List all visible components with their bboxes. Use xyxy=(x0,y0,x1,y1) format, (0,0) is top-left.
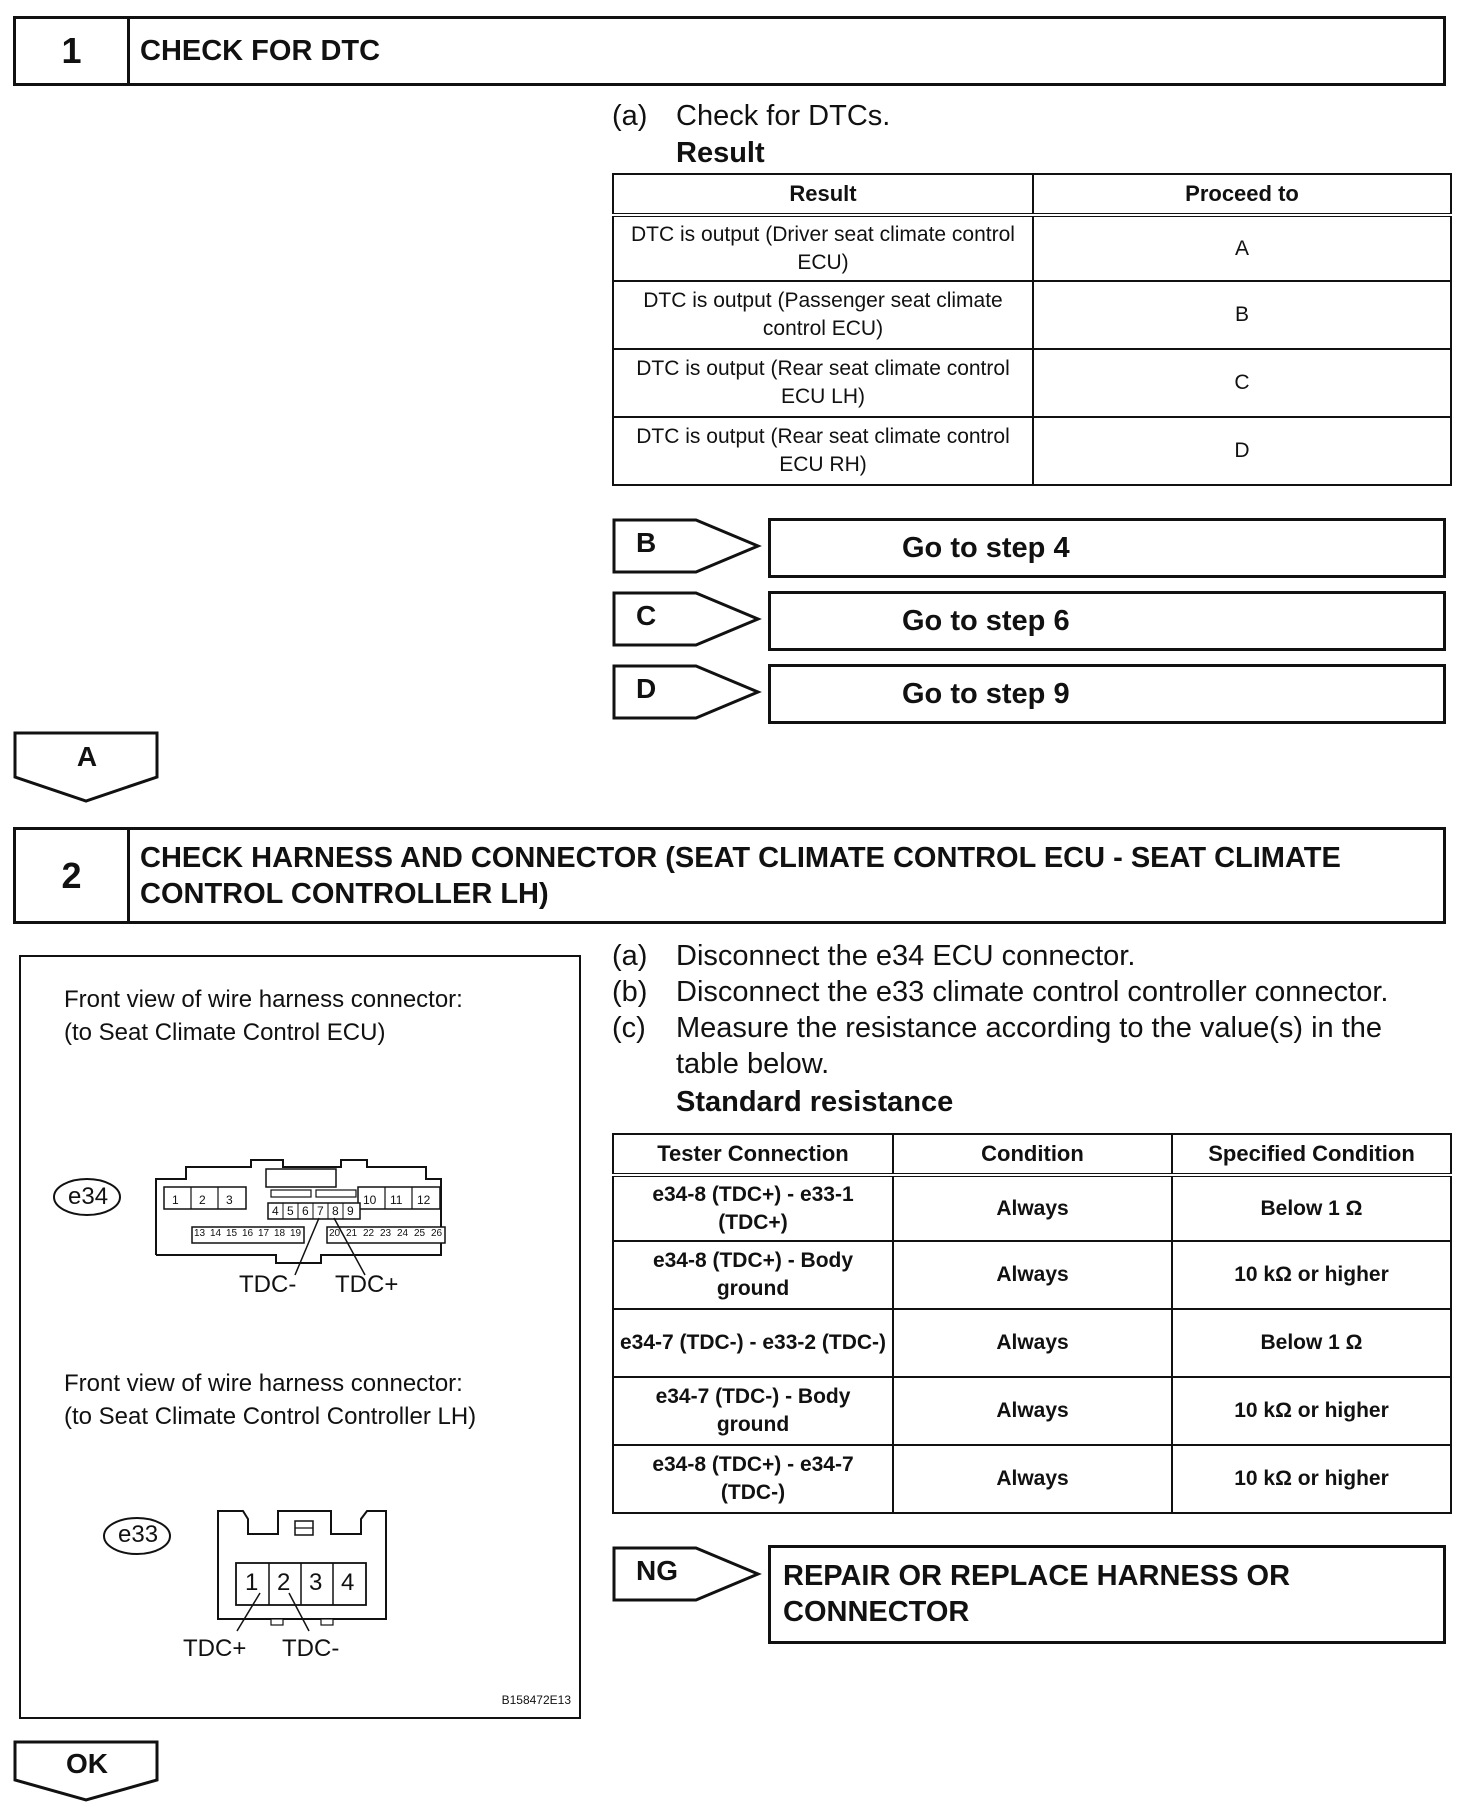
pin-number: 26 xyxy=(431,1228,443,1239)
pin-number: 2 xyxy=(277,1569,291,1596)
step1-header xyxy=(13,16,1446,86)
col-header-result: Result xyxy=(613,174,1033,215)
instruction-text: Check for DTCs. xyxy=(676,100,891,132)
ok-label: OK xyxy=(66,1748,108,1779)
proceed-cell: B xyxy=(1033,281,1451,349)
pin-number: 17 xyxy=(258,1228,270,1239)
step2-instruction-b xyxy=(612,974,1462,1010)
condition-cell: Always xyxy=(893,1241,1172,1309)
table-row xyxy=(613,281,1451,349)
pin-number: 2 xyxy=(199,1193,206,1207)
pin-number: 13 xyxy=(194,1228,206,1239)
e34-connector-drawing xyxy=(21,1157,581,1297)
specified-cell: 10 kΩ or higher xyxy=(1172,1445,1451,1513)
branch-ng-action[interactable] xyxy=(768,1545,1446,1644)
result-cell: DTC is output (Rear seat climate control ECU RH) xyxy=(613,417,1033,485)
col-header-proceed: Proceed to xyxy=(1033,174,1451,215)
branch-label: B xyxy=(636,527,657,558)
specified-cell: Below 1 Ω xyxy=(1172,1309,1451,1377)
proceed-cell: A xyxy=(1033,215,1451,281)
step1-instruction xyxy=(612,98,1412,134)
result-cell: DTC is output (Passenger seat climate control ECU) xyxy=(613,281,1033,349)
proceed-cell: C xyxy=(1033,349,1451,417)
pin-number: 23 xyxy=(380,1228,392,1239)
instruction-text: Measure the resistance according to the value(s) in the xyxy=(676,1012,1383,1044)
connector-figure xyxy=(19,955,581,1719)
arrow-right-icon xyxy=(612,664,762,720)
instruction-text: table below. xyxy=(676,1048,830,1080)
result-table xyxy=(612,173,1452,486)
standard-heading: Standard resistance xyxy=(676,1086,954,1118)
proceed-cell: D xyxy=(1033,417,1451,485)
step2-instruction-c xyxy=(612,1010,1462,1046)
instruction-label: (b) xyxy=(612,976,648,1008)
connection-cell: e34-8 (TDC+) - e33-1 (TDC+) xyxy=(613,1175,893,1241)
connection-cell: e34-7 (TDC-) - e33-2 (TDC-) xyxy=(613,1309,893,1377)
table-row xyxy=(613,1175,1451,1241)
branch-label: NG xyxy=(636,1555,678,1586)
e33-label: e33 xyxy=(118,1521,159,1548)
continue-ok-arrow[interactable] xyxy=(13,1740,161,1802)
branch-d-action[interactable]: Go to step 9 xyxy=(768,664,1446,724)
specified-cell: 10 kΩ or higher xyxy=(1172,1377,1451,1445)
pin-number: 5 xyxy=(287,1204,294,1218)
table-row xyxy=(613,1241,1451,1309)
step2-instruction-a xyxy=(612,938,1462,974)
table-row xyxy=(613,1309,1451,1377)
specified-cell: 10 kΩ or higher xyxy=(1172,1241,1451,1309)
branch-b-action[interactable]: Go to step 4 xyxy=(768,518,1446,578)
figure-code: B158472E13 xyxy=(501,1693,571,1707)
pin-number: 24 xyxy=(397,1228,409,1239)
branch-b-arrow[interactable] xyxy=(612,518,762,574)
table-row xyxy=(613,215,1451,281)
ng-action-line1: REPAIR OR REPLACE HARNESS OR xyxy=(783,1560,1291,1592)
e33-tdc-plus-label: TDC+ xyxy=(183,1635,247,1662)
ng-action-line2: CONNECTOR xyxy=(783,1596,970,1628)
branch-c-arrow[interactable] xyxy=(612,591,762,647)
connection-cell: e34-8 (TDC+) - Body ground xyxy=(613,1241,893,1309)
pin-number: 22 xyxy=(363,1228,375,1239)
pin-number: 3 xyxy=(309,1569,323,1596)
instruction-label: (c) xyxy=(612,1012,646,1044)
pin-number: 10 xyxy=(363,1193,377,1207)
instruction-label: (a) xyxy=(612,100,648,132)
pin-number: 16 xyxy=(242,1228,254,1239)
pin-number: 11 xyxy=(390,1193,403,1207)
pin-number: 1 xyxy=(172,1193,179,1207)
col-header-connection: Tester Connection xyxy=(613,1134,893,1175)
continue-label: A xyxy=(76,741,98,772)
arrow-right-icon xyxy=(612,518,762,574)
ecu-caption-line2: (to Seat Climate Control ECU) xyxy=(64,1019,386,1046)
table-row xyxy=(613,417,1451,485)
instruction-text: Disconnect the e33 climate control controller connector. xyxy=(676,976,1389,1008)
e34-tdc-plus-label: TDC+ xyxy=(335,1271,399,1298)
branch-label: D xyxy=(636,673,657,704)
col-header-condition: Condition xyxy=(893,1134,1172,1175)
pin-number: 8 xyxy=(332,1204,339,1218)
pin-number: 19 xyxy=(290,1228,302,1239)
pin-number: 12 xyxy=(417,1193,431,1207)
step2-title: CHECK HARNESS AND CONNECTOR (SEAT CLIMATE CONTROL ECU - SEAT CLIMATE CONTROL CONTROLLER LH) xyxy=(140,842,1341,910)
col-header-specified: Specified Condition xyxy=(1172,1134,1451,1175)
branch-label: C xyxy=(636,600,657,631)
step2-instruction-c-cont xyxy=(612,1046,1462,1082)
continue-a-arrow[interactable] xyxy=(13,731,161,803)
pin-number: 4 xyxy=(341,1569,355,1596)
connection-cell: e34-7 (TDC-) - Body ground xyxy=(613,1377,893,1445)
e34-label: e34 xyxy=(68,1183,109,1210)
condition-cell: Always xyxy=(893,1175,1172,1241)
result-cell: DTC is output (Rear seat climate control ECU LH) xyxy=(613,349,1033,417)
pin-number: 20 xyxy=(329,1228,341,1239)
pin-number: 6 xyxy=(302,1204,309,1218)
result-cell: DTC is output (Driver seat climate control ECU) xyxy=(613,215,1033,281)
condition-cell: Always xyxy=(893,1377,1172,1445)
step1-number: 1 xyxy=(16,19,130,83)
condition-cell: Always xyxy=(893,1309,1172,1377)
arrow-right-icon xyxy=(612,591,762,647)
pin-number: 18 xyxy=(274,1228,286,1239)
instruction-text: Disconnect the e34 ECU connector. xyxy=(676,940,1136,972)
specified-cell: Below 1 Ω xyxy=(1172,1175,1451,1241)
branch-ng-arrow[interactable] xyxy=(612,1546,762,1602)
pin-number: 3 xyxy=(226,1193,233,1207)
table-row xyxy=(613,349,1451,417)
arrow-right-icon xyxy=(612,1546,762,1602)
ecu-caption-line1: Front view of wire harness connector: xyxy=(64,986,463,1013)
resistance-table xyxy=(612,1133,1452,1514)
result-heading: Result xyxy=(676,137,765,169)
pin-number: 14 xyxy=(210,1228,222,1239)
pin-number: 4 xyxy=(272,1204,279,1218)
ctrl-caption-line2: (to Seat Climate Control Controller LH) xyxy=(64,1403,477,1430)
table-row xyxy=(613,1377,1451,1445)
step2-header xyxy=(13,827,1446,924)
branch-d-arrow[interactable] xyxy=(612,664,762,720)
pin-number: 25 xyxy=(414,1228,426,1239)
branch-c-action[interactable]: Go to step 6 xyxy=(768,591,1446,651)
connection-cell: e34-8 (TDC+) - e34-7 (TDC-) xyxy=(613,1445,893,1513)
e34-tdc-minus-label: TDC- xyxy=(239,1271,297,1298)
table-row xyxy=(613,1445,1451,1513)
step2-number: 2 xyxy=(16,830,130,921)
condition-cell: Always xyxy=(893,1445,1172,1513)
step1-title: CHECK FOR DTC xyxy=(140,35,381,67)
pin-number: 21 xyxy=(346,1228,358,1239)
ctrl-caption-line1: Front view of wire harness connector: xyxy=(64,1370,463,1397)
pin-number: 1 xyxy=(245,1569,259,1596)
pin-number: 7 xyxy=(317,1204,324,1218)
pin-number: 9 xyxy=(347,1204,354,1218)
instruction-label: (a) xyxy=(612,940,648,972)
e33-tdc-minus-label: TDC- xyxy=(282,1635,340,1662)
pin-number: 15 xyxy=(226,1228,238,1239)
